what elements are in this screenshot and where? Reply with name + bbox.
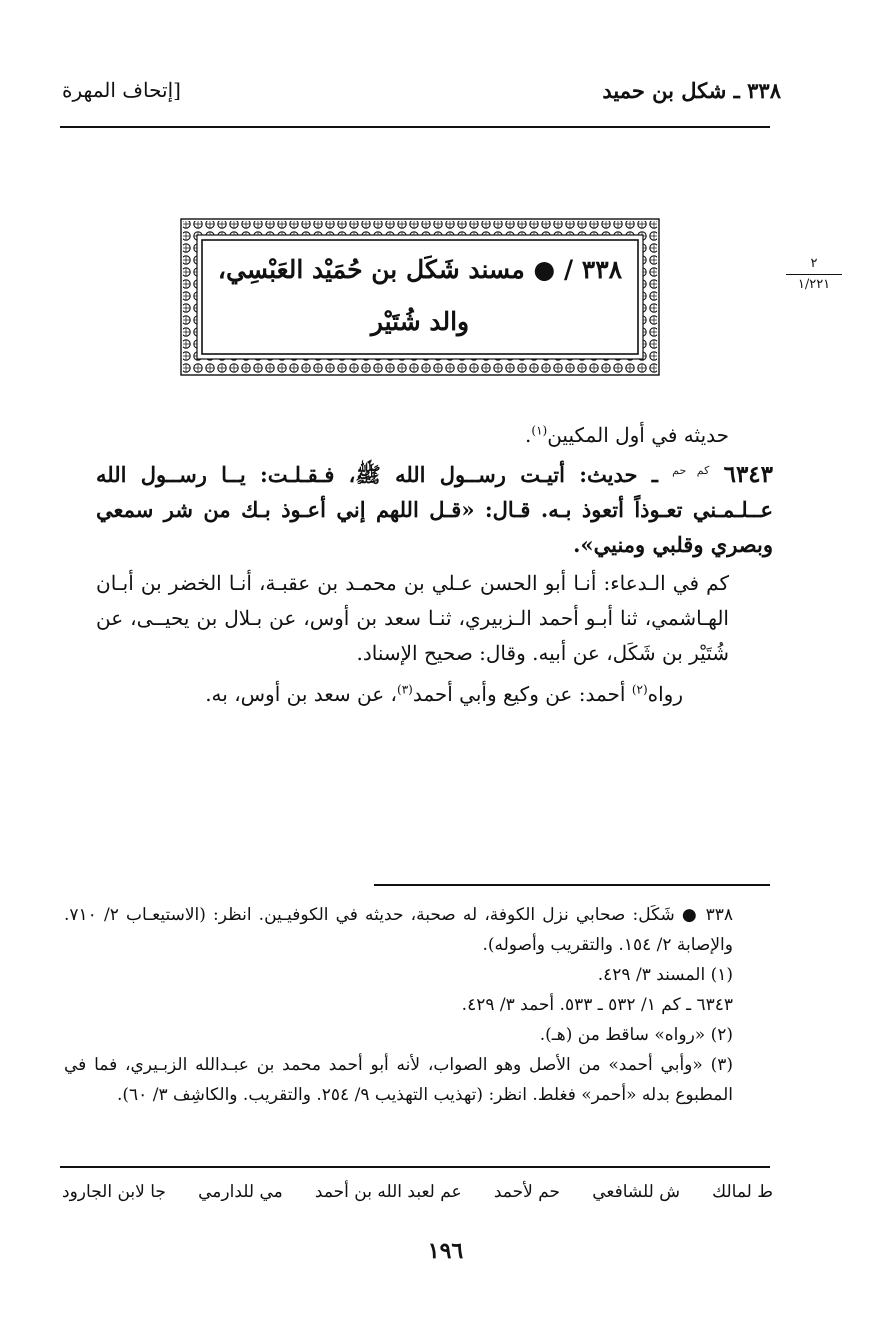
rawah-footnote-ref-2: (٢)	[631, 682, 648, 697]
hadith-number: ٦٣٤٣	[723, 461, 774, 488]
running-header-book: [إتحاف المهرة	[62, 78, 181, 102]
key-item: ط لمالك	[712, 1182, 773, 1202]
abbreviation-key	[62, 1182, 773, 1202]
key-item: مي للدارمي	[198, 1182, 283, 1202]
footnotes	[64, 900, 773, 1110]
section-title-frame	[180, 218, 660, 376]
footnote-companion: ٣٣٨ ● شَكَل: صحابي نزل الكوفة، له صحبة، حديثه في الكوفيـين. انظر: (الاستيعـاب ٢/ ٧١٠. والإصابة ٢/ ١٥٤. والتقريب وأصوله).	[64, 905, 733, 955]
margin-annotation: كم حم	[672, 464, 710, 477]
section-title	[208, 244, 632, 354]
footnote-hadith-ref: ٦٣٤٣ ـ كم ١/ ٥٣٢ ـ ٥٣٣. أحمد ٣/ ٤٢٩.	[461, 995, 733, 1015]
margin-reference	[786, 256, 842, 293]
rawah-text-b: أحمد: عن وكيع وأبي أحمد	[412, 682, 632, 706]
margin-ref-bar	[786, 274, 842, 275]
intro-end: .	[525, 423, 532, 447]
key-item: جا لابن الجارود	[62, 1182, 166, 1202]
rawah-paragraph	[96, 677, 773, 712]
rawah-footnote-ref-3: (٣)	[397, 682, 413, 697]
footnote-3: (٣) «وأبي أحمد» من الأصل وهو الصواب، لأنه أبو أحمد محمد بن عبـدالله الزبـيري، فما في المطبوع بدله «أحمر» فغلط. انظر: (تهذيب التهذيب ٩/ ٢٥٤. والتقريب. والكاشِف ٣/ ٦٠).	[64, 1055, 733, 1105]
rawah-text-c: ، عن سعد بن أوس، به.	[205, 682, 398, 706]
isnad-paragraph: كم في الـدعاء: أنـا أبو الحسن عـلي بن محمـد بن عقبـة، أنـا الخضر بن أبـان الهـاشمي، ثنا أبـو أحمد الـزبيري، ثنـا سعد بن أوس، عن بـلال بن يحيــى، عن شُتَيْر بن شَكَل، عن أبيه. وقال: صحيح الإسناد.	[96, 571, 729, 665]
header-rule	[60, 126, 770, 128]
section-title-line1: ٣٣٨ / ● مسند شَكَل بن حُمَيْد العَبْسِي،	[217, 255, 623, 284]
rawah-text-a: رواه	[647, 682, 683, 706]
page-number: ١٩٦	[427, 1238, 464, 1264]
intro-paragraph	[96, 418, 773, 453]
footnote-rule	[374, 884, 770, 886]
key-item: عم لعبد الله بن أحمد	[314, 1182, 462, 1202]
section-title-line2: والد شُتَيْر	[370, 307, 470, 336]
key-item: حم لأحمد	[493, 1182, 561, 1202]
intro-footnote-ref: (١)	[531, 423, 548, 438]
hadith-text: ـ حديث: أتيـت رســول الله ﷺ، فـقـلـت: يــا رســول الله عــلـمـني تعـوذاً أتعوذ بـه. قـال: «قـل اللهم إني أعـوذ بـك من شر سمعي وبصري وقلبي ومنيي».	[96, 462, 773, 557]
footnote-2: (٢) «رواه» ساقط من (هـ).	[539, 1025, 733, 1045]
intro-text: حديثه في أول المكيين	[547, 423, 729, 447]
running-header-title: ٣٣٨ ـ شكل بن حميد	[602, 78, 781, 103]
key-rule	[60, 1166, 770, 1168]
margin-ref-top: ٢	[810, 256, 818, 271]
main-text	[96, 418, 773, 712]
margin-ref-bottom: ١/٢٢١	[797, 277, 831, 292]
hadith-paragraph	[96, 457, 773, 562]
key-item: ش للشافعي	[592, 1182, 681, 1202]
footnote-1: (١) المسند ٣/ ٤٢٩.	[597, 965, 733, 985]
